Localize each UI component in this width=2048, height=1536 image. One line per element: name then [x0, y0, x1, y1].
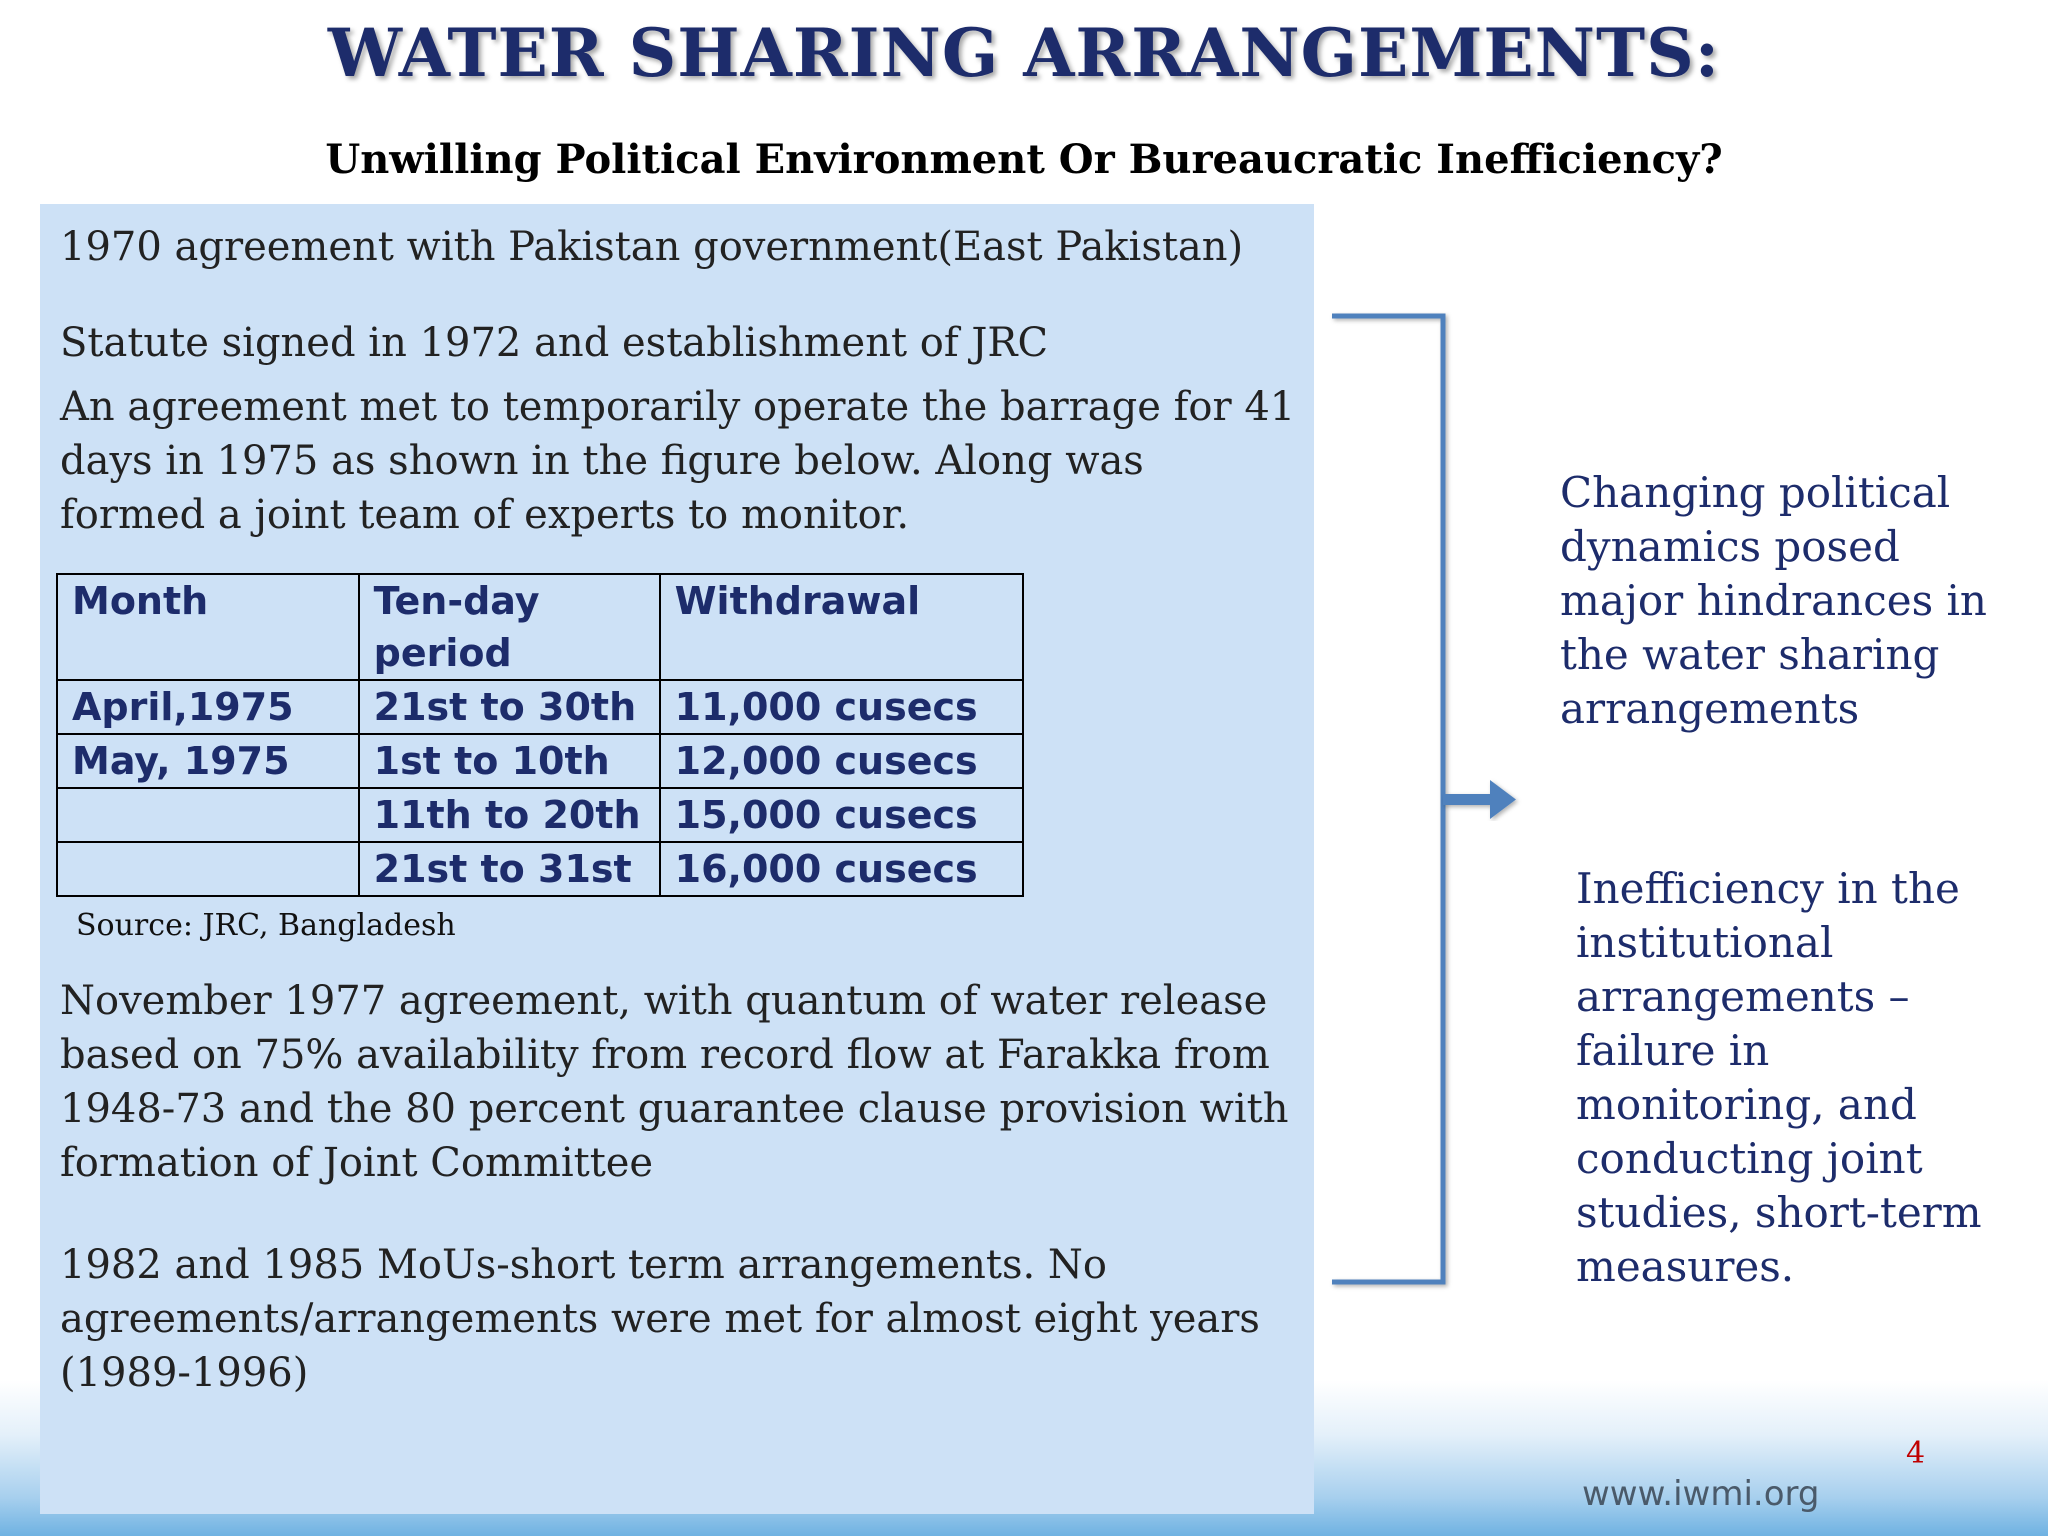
paragraph-1975-agreement: An agreement met to temporarily operate the barrage for 41 days in 1975 as shown in the figure below. Along was formed a joint team of experts to monitor.	[60, 384, 1296, 538]
table-cell-withdrawal: 12,000 cusecs	[660, 734, 1023, 788]
table-row	[57, 842, 1023, 896]
table-cell-period: 11th to 20th	[359, 788, 660, 842]
agreements-panel	[40, 204, 1314, 1514]
political-dynamics-text: Changing political dynamics posed major hindrances in the water sharing arrangements	[1560, 468, 1987, 733]
table-cell-period: 1st to 10th	[359, 734, 660, 788]
bracket-line	[1332, 316, 1443, 1282]
footer-url: www.iwmi.org	[1582, 1474, 1820, 1514]
table-header-cell: Month	[57, 574, 359, 680]
table-cell-month: May, 1975	[57, 734, 359, 788]
table-cell-month	[57, 842, 359, 896]
table-header-cell: Withdrawal	[660, 574, 1023, 680]
table-cell-withdrawal: 15,000 cusecs	[660, 788, 1023, 842]
institutional-inefficiency-text: Inefficiency in the institutional arrangements – failure in monitoring, and conducting joint studies, short-term measures.	[1576, 864, 1982, 1291]
slide-title: WATER SHARING ARRANGEMENTS:	[327, 14, 1721, 92]
table-header-cell: Ten-day period	[359, 574, 660, 680]
withdrawal-table	[56, 573, 1024, 897]
table-cell-period: 21st to 31st	[359, 842, 660, 896]
table-row	[57, 788, 1023, 842]
slide-subtitle: Unwilling Political Environment Or Bureaucratic Inefficiency?	[325, 136, 1723, 183]
paragraph-1972-statute: Statute signed in 1972 and establishment of JRC	[60, 320, 1049, 366]
table-row	[57, 734, 1023, 788]
paragraph-1970-agreement: 1970 agreement with Pakistan government(East Pakistan)	[60, 224, 1244, 270]
arrow-right-icon	[1443, 780, 1516, 819]
table-cell-withdrawal: 16,000 cusecs	[660, 842, 1023, 896]
table-cell-month: April,1975	[57, 680, 359, 734]
table-header-row	[57, 574, 1023, 680]
table-cell-withdrawal: 11,000 cusecs	[660, 680, 1023, 734]
page-number: 4	[1906, 1436, 1926, 1471]
table-row	[57, 680, 1023, 734]
table-cell-period: 21st to 30th	[359, 680, 660, 734]
table-source: Source: JRC, Bangladesh	[76, 908, 456, 943]
paragraph-mous: 1982 and 1985 MoUs-short term arrangements. No agreements/arrangements were met for almost eight years (1989-1996)	[60, 1242, 1260, 1396]
right-bracket-icon	[1320, 300, 1570, 1300]
paragraph-1977-agreement: November 1977 agreement, with quantum of water release based on 75% availability from record flow at Farakka from 1948-73 and the 80 percent guarantee clause provision with formation of Joint Committee	[60, 978, 1289, 1186]
table-cell-month	[57, 788, 359, 842]
